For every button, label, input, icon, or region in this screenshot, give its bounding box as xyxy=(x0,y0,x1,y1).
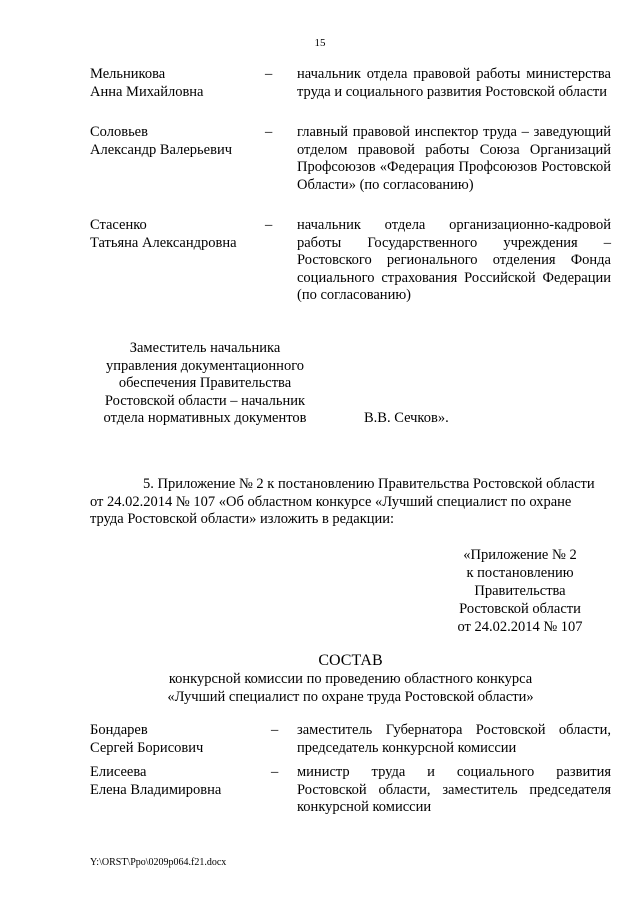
member-given-names: Сергей Борисович xyxy=(90,739,204,756)
member-dash: – xyxy=(271,764,279,780)
page-number: 15 xyxy=(314,37,326,49)
member-description: начальник отдела правовой работы министерства труда и социального развития Ростовской области xyxy=(297,66,611,100)
signature-line: управления документационного xyxy=(105,357,305,374)
member-surname: Мельникова xyxy=(90,66,166,82)
member-given-names: Анна Михайловна xyxy=(90,83,204,100)
member-description: министр труда и социального развития Ростовской области, заместитель председателя конкурсной комиссии xyxy=(297,764,611,815)
composition-heading: СОСТАВ xyxy=(318,652,383,669)
member-surname: Соловьев xyxy=(90,124,148,140)
appendix-line: Правительства xyxy=(474,583,566,599)
member-description: заместитель Губернатора Ростовской области, председатель конкурсной комиссии xyxy=(297,722,611,756)
member-surname: Стасенко xyxy=(90,217,147,233)
paragraph-line: 5. Приложение № 2 к постановлению Правительства Ростовской области xyxy=(143,476,595,492)
signature-line: Ростовской области – начальник xyxy=(104,392,306,409)
composition-subtitle: «Лучший специалист по охране труда Ростовской области» xyxy=(167,688,534,705)
member-description: главный правовой инспектор труда – заведующий отделом правовой работы Союза Организаций Профсоюзов «Федерация Профсоюзов Ростовской Области» (по согласованию) xyxy=(297,124,611,193)
member-given-names: Татьяна Александровна xyxy=(90,234,237,251)
appendix-line: к постановлению xyxy=(466,565,574,581)
paragraph-line: от 24.02.2014 № 107 «Об областном конкурсе «Лучший специалист по охране xyxy=(90,493,572,510)
member-surname: Бондарев xyxy=(90,722,148,738)
signature-name: В.В. Сечков». xyxy=(364,410,449,426)
appendix-line: Ростовской области xyxy=(459,601,581,617)
appendix-line: «Приложение № 2 xyxy=(463,547,577,563)
signature-line: Заместитель начальника xyxy=(129,340,281,356)
appendix-line: от 24.02.2014 № 107 xyxy=(457,619,583,635)
composition-subtitle: конкурсной комиссии по проведению областного конкурса xyxy=(168,671,533,687)
member-name xyxy=(90,66,260,101)
member-name xyxy=(90,722,260,757)
member-name xyxy=(90,124,260,159)
member-dash: – xyxy=(265,124,273,140)
paragraph-line: труда Ростовской области» изложить в редакции: xyxy=(90,511,395,527)
member-surname: Елисеева xyxy=(90,764,147,780)
member-name xyxy=(90,764,260,799)
signature-line: отдела нормативных документов xyxy=(103,410,307,426)
member-given-names: Александр Валерьевич xyxy=(90,141,232,158)
member-given-names: Елена Владимировна xyxy=(90,781,222,798)
file-path-footer: Y:\ORST\Ppo\0209p064.f21.docx xyxy=(90,857,227,868)
signature-line: обеспечения Правительства xyxy=(118,375,292,391)
member-dash: – xyxy=(265,217,273,233)
member-name xyxy=(90,217,260,252)
appendix-header xyxy=(420,546,620,636)
composition-title xyxy=(90,651,611,706)
signature-position xyxy=(90,340,320,428)
member-dash: – xyxy=(271,722,279,738)
member-description: начальник отдела организационно-кадровой работы Государственного учреждения – Ростовского регионального отделения Фонда социального страхования Российской Федерации (по согласованию) xyxy=(297,217,611,303)
member-dash: – xyxy=(265,66,273,82)
amendment-paragraph xyxy=(90,476,611,529)
